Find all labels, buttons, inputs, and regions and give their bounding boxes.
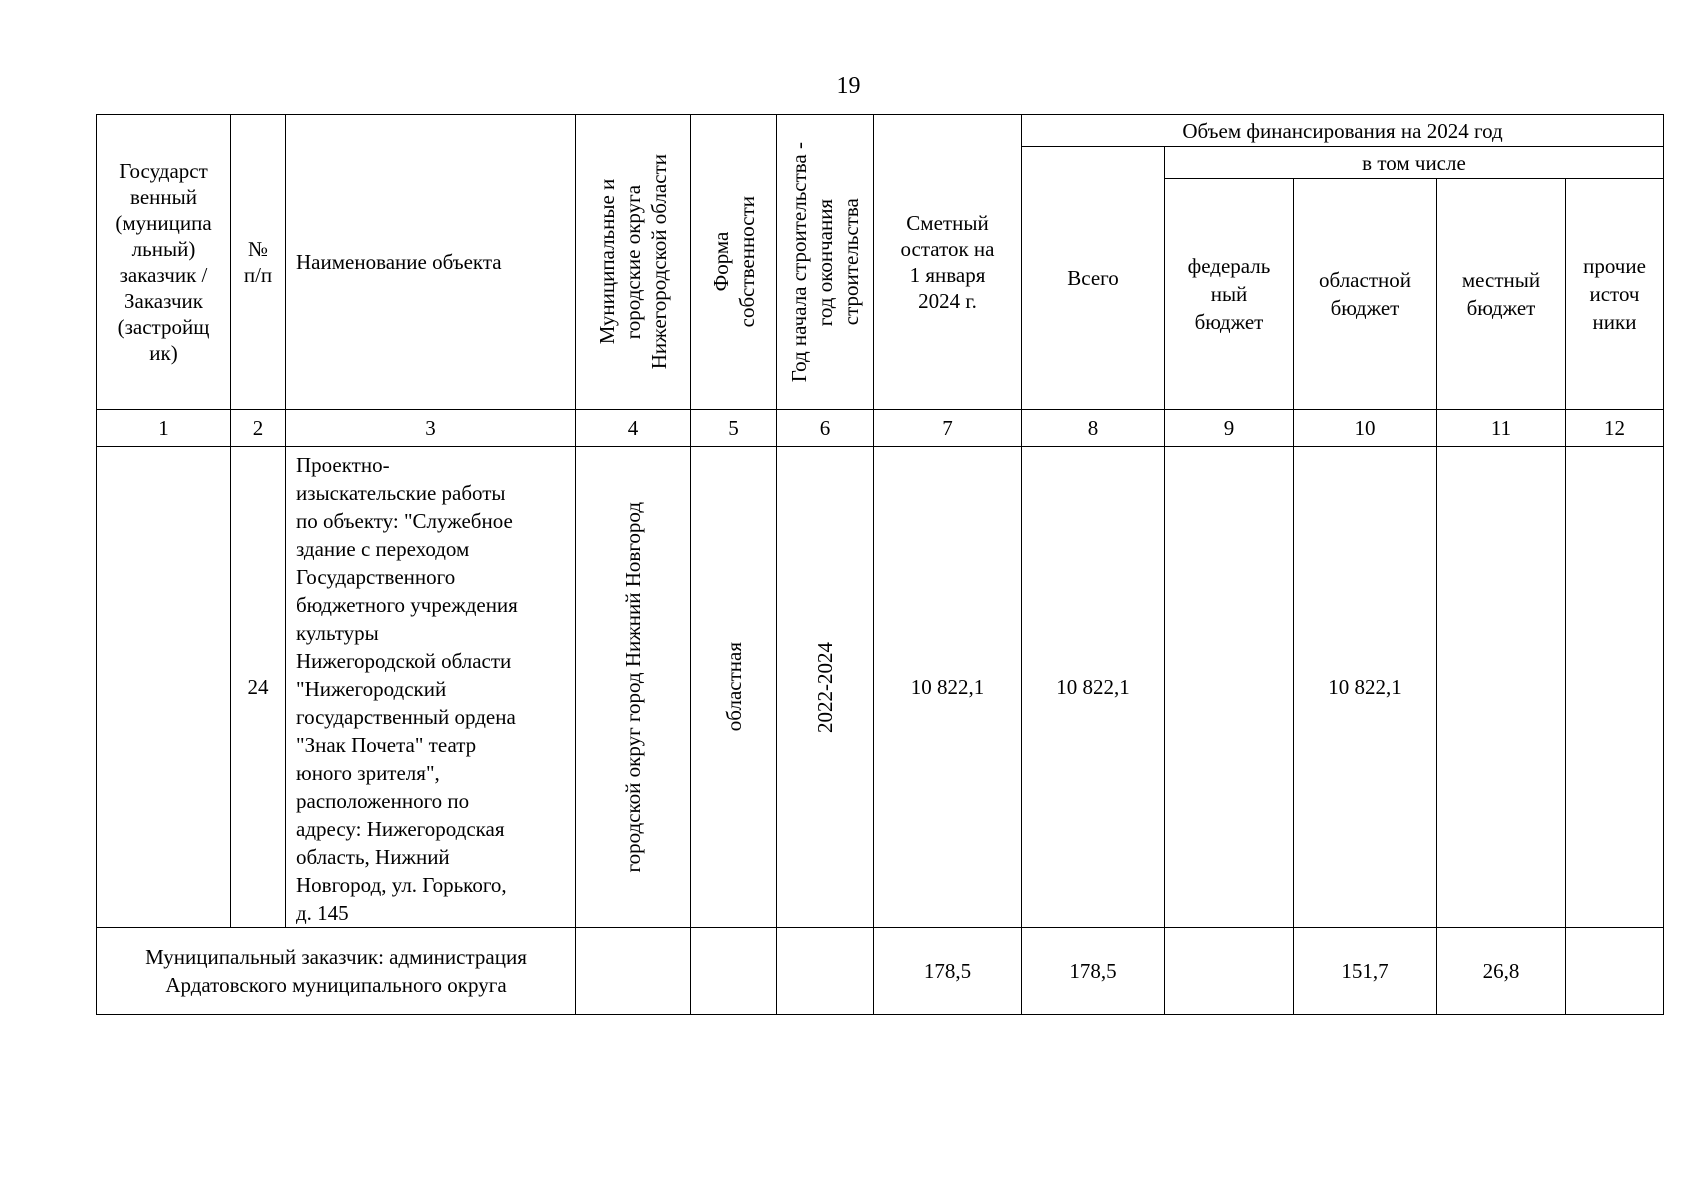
- header-years-lines: Год начала строительства - год окончания строительства: [787, 141, 863, 383]
- cell-empty: [777, 928, 874, 1015]
- district-text: городской округ город Нижний Новгород: [621, 501, 645, 873]
- header-object-name: Наименование объекта: [286, 115, 576, 410]
- header-customer: [97, 115, 231, 410]
- header-customer-lines: Государст венный (муниципа льный) заказчик / Заказчик (застройщ ик): [115, 159, 212, 365]
- header-estimate: [874, 115, 1022, 410]
- column-number: 9: [1165, 410, 1294, 447]
- column-number: 3: [286, 410, 576, 447]
- object-name-lines: Проектно- изыскательские работы по объекту: "Служебное здание с переходом Государственного бюджетного учреждения культуры Нижегородской области "Нижегородский государственный ордена "Знак Почета" театр юного зрителя", расположенного по адресу: Нижегородская область, Нижний Новгород, ул. Горького, д. 145: [296, 453, 518, 925]
- cell-object-name: [286, 447, 576, 928]
- cell-customer-federal: [1165, 928, 1294, 1015]
- page-number: 19: [836, 73, 861, 99]
- header-number-lines: № п/п: [243, 237, 273, 287]
- cell-other: [1566, 447, 1664, 928]
- column-number: 1: [97, 410, 231, 447]
- header-districts: [576, 115, 691, 410]
- cell-customer-estimate: 178,5: [874, 928, 1022, 1015]
- cell-row-number: 24: [231, 447, 286, 928]
- header-regional: [1294, 179, 1437, 410]
- cell-district: [576, 447, 691, 928]
- header-including: в том числе: [1165, 147, 1664, 179]
- cell-empty: [691, 928, 777, 1015]
- customer-row: [97, 928, 1664, 1015]
- column-numbers-row: [97, 410, 1664, 447]
- cell-federal: [1165, 447, 1294, 928]
- column-number: 11: [1437, 410, 1566, 447]
- header-years: [777, 115, 874, 410]
- cell-total: 10 822,1: [1022, 447, 1165, 928]
- column-number: 4: [576, 410, 691, 447]
- column-number: 8: [1022, 410, 1165, 447]
- cell-customer-regional: 151,7: [1294, 928, 1437, 1015]
- column-number: 10: [1294, 410, 1437, 447]
- header-local: [1437, 179, 1566, 410]
- header-ownership: [691, 115, 777, 410]
- cell-customer-total: 178,5: [1022, 928, 1165, 1015]
- header-federal-lines: федераль ный бюджет: [1187, 254, 1271, 334]
- table-row: [97, 447, 1664, 928]
- cell-local: [1437, 447, 1566, 928]
- header-number: [231, 115, 286, 410]
- cell-customer-other: [1566, 928, 1664, 1015]
- cell-customer-local: 26,8: [1437, 928, 1566, 1015]
- header-regional-lines: областной бюджет: [1319, 268, 1411, 320]
- column-number: 7: [874, 410, 1022, 447]
- cell-years: [777, 447, 874, 928]
- header-federal: [1165, 179, 1294, 410]
- column-number: 6: [777, 410, 874, 447]
- header-total: Всего: [1022, 147, 1165, 410]
- ownership-text: областная: [721, 642, 746, 732]
- customer-label-lines: Муниципальный заказчик: администрация Ардатовского муниципального округа: [145, 945, 527, 997]
- header-local-lines: местный бюджет: [1461, 268, 1541, 320]
- cell-estimate: 10 822,1: [874, 447, 1022, 928]
- cell-customer: [97, 447, 231, 928]
- header-row-1: [97, 115, 1664, 147]
- cell-ownership: [691, 447, 777, 928]
- cell-customer-label: [97, 928, 576, 1015]
- column-number: 5: [691, 410, 777, 447]
- header-financing-title: Объем финансирования на 2024 год: [1022, 115, 1664, 147]
- header-estimate-lines: Сметный остаток на 1 января 2024 г.: [900, 211, 995, 313]
- header-other-lines: прочие источ ники: [1583, 254, 1646, 334]
- header-districts-lines: Муниципальные и городские округа Нижегородской области: [595, 154, 671, 370]
- header-ownership-lines: Форма собственности: [708, 196, 759, 328]
- header-other: [1566, 179, 1664, 410]
- cell-regional: 10 822,1: [1294, 447, 1437, 928]
- cell-empty: [576, 928, 691, 1015]
- column-number: 2: [231, 410, 286, 447]
- column-number: 12: [1566, 410, 1664, 447]
- years-text: 2022-2024: [813, 641, 837, 733]
- financing-table: [96, 114, 1664, 1015]
